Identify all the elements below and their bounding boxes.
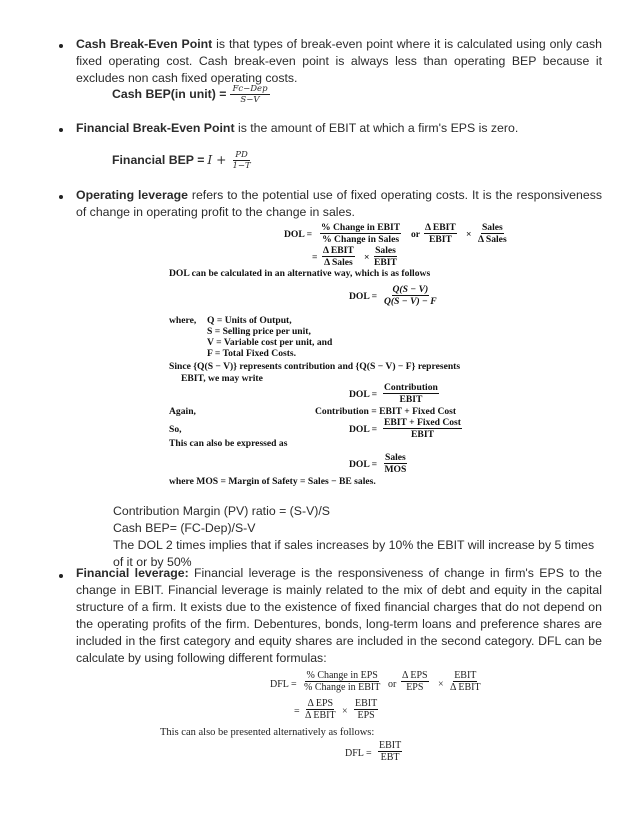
- text-financial-leverage: Financial leverage is the responsiveness of change in firm's EPS to the change in EBIT. Financial leverage is mainly related to the mix of debt and equity in the capital structure of a firm. It exists due to the existence of fixed financial charges that do not depend on the operating profits of the firm. Debentures, bonds, long-term loans and preference shares are included in the first category and equity shares are included in the second category. DFL can be calculate by using following different formulas:: [76, 566, 602, 665]
- formula-financial-bep-label: Financial BEP =: [112, 153, 205, 167]
- formula-cash-bep-label: Cash BEP(in unit) =: [112, 87, 227, 101]
- dfl1-num3: EBIT: [454, 670, 477, 681]
- dfl3-num: EBIT: [379, 740, 402, 751]
- formula-financial-bep-num: PD: [235, 150, 248, 160]
- def-q: Q = Units of Output,: [207, 315, 292, 326]
- dol6-lhs: DOL =: [349, 459, 378, 470]
- contribution-equation: Contribution = EBIT + Fixed Cost: [315, 406, 457, 417]
- dfl1-den2: EPS: [406, 682, 424, 693]
- dol5-num: EBIT + Fixed Cost: [384, 417, 461, 428]
- dol5-lhs: DOL =: [349, 424, 378, 435]
- term-cash-bep: Cash Break-Even Point: [76, 37, 213, 51]
- dol1-num: % Change in EBIT: [321, 222, 401, 233]
- dol1-num3: Sales: [481, 222, 503, 233]
- term-financial-bep: Financial Break-Even Point: [76, 121, 235, 135]
- dfl1-fraction-2: [401, 670, 429, 693]
- dfl1-den: % Change in EBIT: [304, 682, 381, 693]
- dfl3-lhs: DFL =: [345, 748, 372, 759]
- dfl2-num2: EBIT: [355, 698, 378, 709]
- dfl2-times: ×: [342, 706, 348, 717]
- def-v: V = Variable cost per unit, and: [207, 337, 333, 348]
- note-dol-interpretation: The DOL 2 times implies that if sales increases by 10% the EBIT will increase by 5 times of it or by 50%: [113, 538, 595, 569]
- dol1-num2: Δ EBIT: [425, 222, 456, 233]
- dol1-den2: EBIT: [428, 234, 452, 245]
- dfl2-num: Δ EPS: [307, 698, 334, 709]
- dol1-den3: Δ Sales: [478, 234, 507, 245]
- dfl1-times: ×: [438, 679, 444, 690]
- where-label: where,: [169, 315, 197, 326]
- dfl2-fraction-2: [354, 698, 378, 721]
- dol6-den: MOS: [384, 464, 407, 475]
- dfl-alt-text: This can also be presented alternatively as follows:: [160, 727, 375, 738]
- dol-alt-text: DOL can be calculated in an alternative way, which is as follows: [169, 268, 431, 279]
- dol2-num: Δ EBIT: [323, 245, 354, 256]
- dol4-den: EBIT: [399, 394, 423, 405]
- formula-financial-bep-den: 1−T: [232, 161, 251, 171]
- dfl2-fraction-1: [305, 698, 336, 721]
- dol3-num: Q(S − V): [392, 284, 429, 295]
- text-operating-leverage: refers to the potential use of fixed operating costs. It is the responsiveness of change in operating profit to the change in sales.: [76, 188, 602, 219]
- def-f: F = Total Fixed Costs.: [207, 348, 297, 359]
- dfl3-den: EBT: [380, 752, 400, 763]
- note-contribution-margin: Contribution Margin (PV) ratio = (S-V)/S: [113, 504, 330, 518]
- dol1-den: % Change in Sales: [322, 234, 400, 245]
- def-s: S = Selling price per unit,: [207, 326, 311, 337]
- dol4-lhs: DOL =: [349, 389, 378, 400]
- expressed-label: This can also be expressed as: [169, 438, 288, 449]
- formula-cash-bep-num: Fc−Dep: [232, 84, 268, 94]
- dol2-num2: Sales: [375, 245, 396, 256]
- formula-cash-bep-den: S−V: [240, 95, 260, 105]
- dfl1-num: % Change in EPS: [306, 670, 378, 681]
- dfl2-den: Δ EBIT: [305, 710, 336, 721]
- dfl1-fraction-3: [450, 670, 481, 693]
- dol1-lhs: DOL =: [284, 229, 313, 240]
- text-financial-bep: is the amount of EBIT at which a firm's EPS is zero.: [234, 121, 519, 135]
- since-line-2: EBIT, we may write: [181, 373, 263, 384]
- dfl1-fraction-1: [304, 670, 380, 693]
- dfl3-fraction: [378, 740, 402, 763]
- dol5-den: EBIT: [411, 429, 434, 440]
- dol6-num: Sales: [385, 452, 406, 463]
- formula-financial-bep-lead: I +: [207, 153, 227, 167]
- text-cash-bep: is that types of break-even point where it is calculated using only cash fixed operating cost. Cash break-even point is always less than operating BEP because it excludes non cash fixed operating costs.: [76, 37, 602, 85]
- dol2-den2: EBIT: [374, 257, 397, 268]
- dol3-lhs: DOL =: [349, 291, 378, 302]
- again-label: Again,: [169, 406, 196, 417]
- dfl1-lhs: DFL =: [270, 679, 297, 690]
- dol4-num: Contribution: [384, 382, 438, 393]
- so-label: So,: [169, 424, 182, 435]
- note-cash-bep: Cash BEP= (FC-Dep)/S-V: [113, 521, 256, 535]
- dfl2-eq: =: [294, 706, 300, 717]
- dfl1-or: or: [388, 679, 397, 690]
- mos-definition: where MOS = Margin of Safety = Sales − BE sales.: [169, 476, 376, 487]
- term-financial-leverage: Financial leverage:: [76, 566, 189, 580]
- dol1-or: or: [411, 229, 421, 240]
- dfl1-den3: Δ EBIT: [450, 682, 481, 693]
- dol2-den: Δ Sales: [324, 257, 353, 268]
- term-operating-leverage: Operating leverage: [76, 188, 188, 202]
- dol3-den: Q(S − V) − F: [384, 296, 437, 307]
- since-line-1: Since {Q(S − V)} represents contribution and {Q(S − V) − F} represents: [169, 361, 461, 372]
- dfl2-den2: EPS: [357, 710, 375, 721]
- dol2-eq: =: [312, 252, 318, 263]
- dfl1-num2: Δ EPS: [402, 670, 428, 681]
- dol1-times: ×: [466, 229, 472, 240]
- dol2-times: ×: [364, 252, 370, 263]
